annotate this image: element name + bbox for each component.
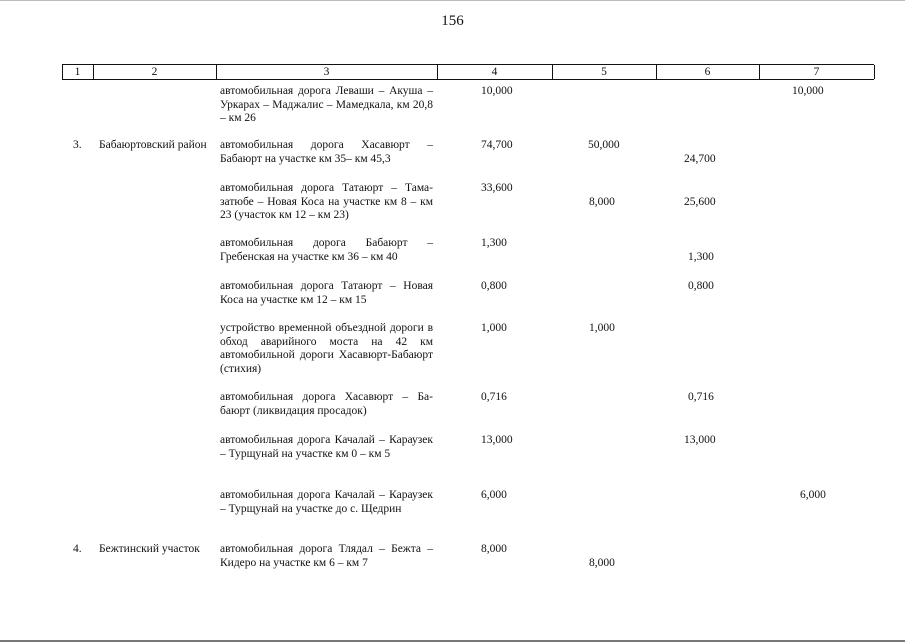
- total-amount: 0,800: [481, 280, 507, 292]
- col5-amount: 50,000: [588, 139, 620, 151]
- col6-amount: 1,300: [688, 251, 714, 263]
- col6-amount: 24,700: [684, 153, 716, 165]
- road-description: устройство временной объездной дороги в обход аварийного моста на 42 км автомобильной дороги Хасавюрт-Бабаюрт (стихия): [220, 322, 433, 375]
- row-number: 4.: [73, 543, 82, 555]
- road-description: автомобильная дорога Бабаюрт – Гребенская на участке км 36 – км 40: [220, 237, 433, 263]
- road-description: автомобильная дорога Хасавюрт – Ба-баюрт (ликвидация просадок): [220, 391, 433, 417]
- district-name: Бабаюртовский район: [99, 139, 207, 151]
- header-col-7: 7: [813, 66, 820, 78]
- total-amount: 33,600: [481, 182, 513, 194]
- header-divider: [874, 65, 875, 79]
- col7-amount: 10,000: [792, 85, 824, 97]
- total-amount: 74,700: [481, 139, 513, 151]
- header-col-5: 5: [601, 66, 607, 78]
- total-amount: 0,716: [481, 391, 507, 403]
- road-description: автомобильная дорога Татаюрт – Новая Коса на участке км 12 – км 15: [220, 280, 433, 306]
- header-col-3: 3: [323, 66, 330, 78]
- header-col-4: 4: [491, 66, 498, 78]
- road-description: автомобильная дорога Леваши – Акуша – Уркарах – Маджалис – Мамедкала, км 20,8 – км 26: [220, 85, 433, 125]
- road-description: автомобильная дорога Хасавюрт – Бабаюрт на участке км 35– км 45,3: [220, 139, 433, 165]
- page-number: 156: [441, 13, 464, 29]
- road-description: автомобильная дорога Качалай – Караузек – Турщунай на участке до с. Щедрин: [220, 489, 433, 515]
- road-description: автомобильная дорога Качалай – Караузек – Турщунай на участке км 0 – км 5: [220, 434, 433, 460]
- col5-amount: 8,000: [589, 196, 615, 208]
- total-amount: 8,000: [481, 543, 507, 555]
- total-amount: 6,000: [481, 489, 507, 501]
- col5-amount: 1,000: [589, 322, 615, 334]
- total-amount: 13,000: [481, 434, 513, 446]
- district-name: Бежтинский участок: [99, 543, 200, 555]
- header-col-2: 2: [151, 66, 158, 78]
- total-amount: 1,000: [481, 322, 507, 334]
- page-top-edge: [0, 0, 905, 3]
- col6-amount: 13,000: [684, 434, 716, 446]
- header-bottom-rule: [62, 79, 874, 80]
- col6-amount: 0,800: [688, 280, 714, 292]
- road-description: автомобильная дорога Татаюрт – Тама-затюбе – Новая Коса на участке км 8 – км 23 (участок км 12 – км 23): [220, 182, 433, 222]
- total-amount: 1,300: [481, 237, 507, 249]
- header-col-1: 1: [74, 66, 81, 78]
- header-col-6: 6: [704, 66, 711, 78]
- col7-amount: 6,000: [800, 489, 826, 501]
- col6-amount: 25,600: [684, 196, 716, 208]
- total-amount: 10,000: [481, 85, 513, 97]
- col6-amount: 0,716: [688, 391, 714, 403]
- col5-amount: 8,000: [589, 557, 615, 569]
- road-description: автомобильная дорога Тлядал – Бежта – Кидеро на участке км 6 – км 7: [220, 543, 433, 569]
- row-number: 3.: [73, 139, 82, 151]
